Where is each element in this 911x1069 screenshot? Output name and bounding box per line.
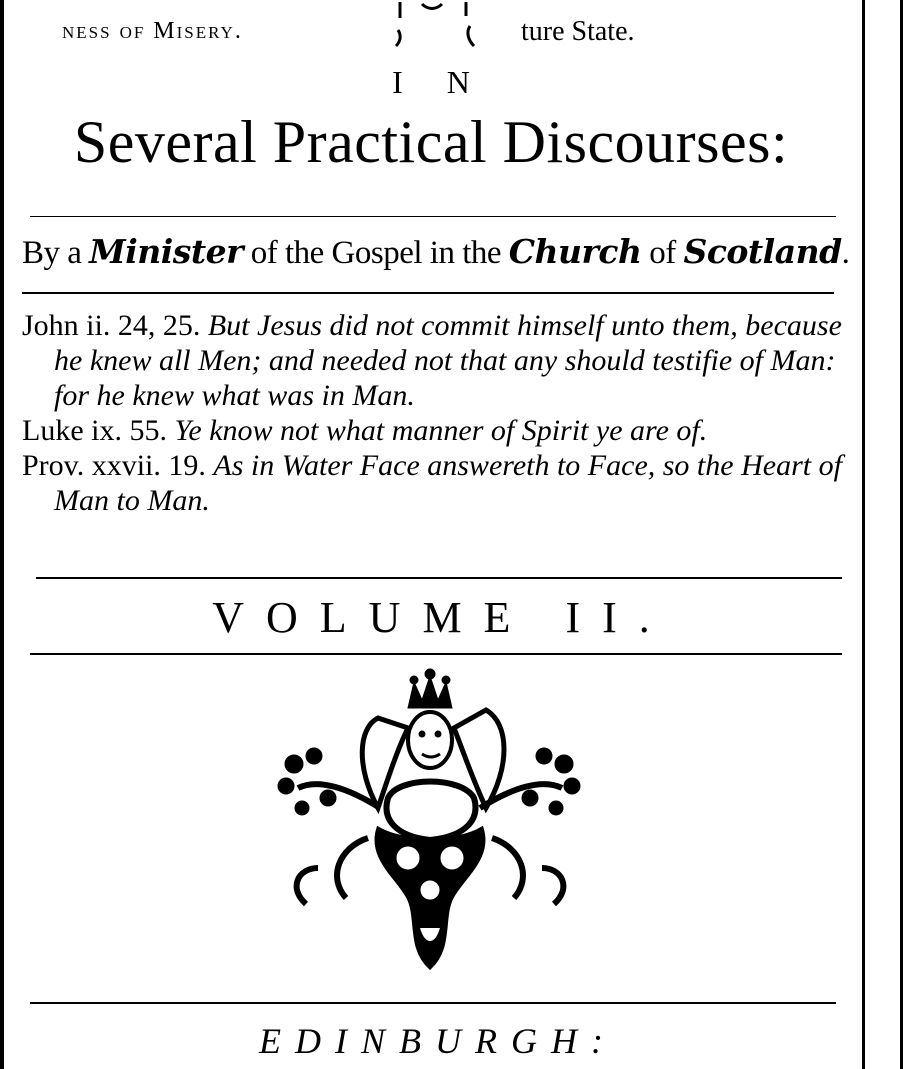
scripture-ref: John ii. 24, 25.: [22, 309, 201, 342]
divider-3: [36, 577, 842, 579]
scripture-quote: As in Water Face answereth to Face, so the Heart of Man to Man.: [54, 449, 842, 517]
author-line-part7: .: [841, 235, 850, 271]
scripture-ref: Prov. xxvii. 19.: [22, 449, 206, 482]
divider-4: [30, 653, 842, 655]
crowned-mask-foliage-ornament-icon: [258, 668, 598, 988]
author-line-part2: Minister: [89, 232, 243, 271]
in-heading: I N: [392, 64, 488, 100]
divider-1: [30, 216, 836, 217]
top-right-fragment: ture State.: [521, 16, 635, 47]
scripture-verse: [22, 448, 857, 518]
right-border-inner: [862, 0, 865, 1069]
top-left-fragment: ness of Misery.: [62, 18, 243, 44]
scripture-quote: Ye know not what manner of Spirit ye are of.: [174, 414, 708, 447]
author-line-part4: Church: [508, 232, 642, 271]
cropped-ornament-fragment-icon: [378, 0, 488, 48]
scripture-verse: [22, 413, 857, 448]
author-line: [22, 232, 862, 272]
main-title: Several Practical Discourses:: [73, 109, 789, 175]
scripture-quote: But Jesus did not commit himself unto them, because he knew all Men; and needed not that any should testifie of Man: for he knew what was in Man.: [54, 309, 842, 412]
right-border-outer: [900, 0, 903, 1069]
author-line-part5: of: [641, 235, 684, 271]
volume-heading: VOLUME II.: [212, 593, 672, 642]
scripture-block: [22, 308, 857, 518]
author-line-part6: Scotland: [683, 232, 842, 271]
author-line-part3: of the Gospel in the: [242, 235, 509, 271]
author-line-part1: By a: [22, 235, 90, 271]
imprint-city: EDINBURGH:: [259, 1021, 617, 1061]
divider-5: [30, 1002, 836, 1004]
scripture-ref: Luke ix. 55.: [22, 414, 167, 447]
divider-2: [22, 292, 834, 294]
scripture-verse: [22, 308, 857, 413]
